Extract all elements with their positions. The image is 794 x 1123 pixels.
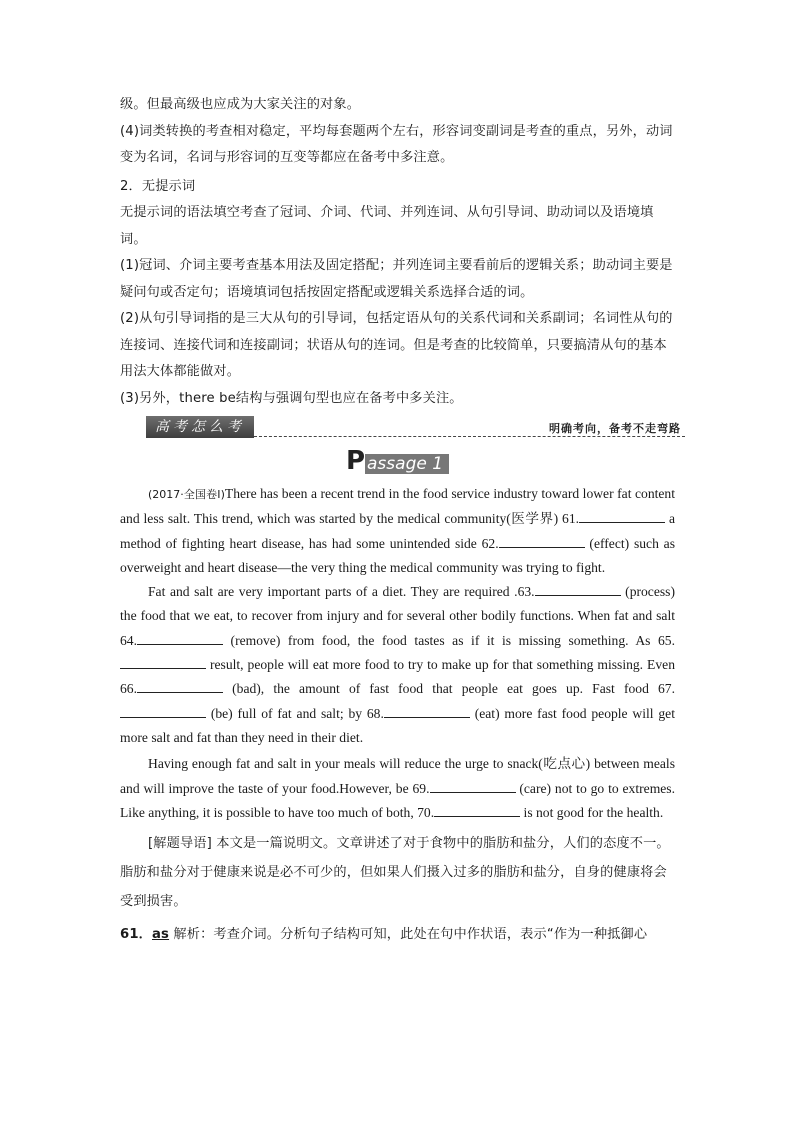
answer-explanation: 解析：考查介词。分析句子结构可知，此处在句中作状语，表示“作为一种抵御心 bbox=[173, 927, 648, 943]
source-label: (2017·全国卷Ⅰ) bbox=[148, 488, 225, 501]
blank-69[interactable] bbox=[430, 780, 516, 793]
passage-paragraph-3: Having enough fat and salt in your meals will reduce the urge to snack(吃点心) between meals and will improve the taste of your food.However, be 69. (care) not to go to extremes. Like anything, it is possible to have too much of both, 70. is not good for the health. bbox=[120, 756, 675, 820]
passage-initial: P bbox=[345, 446, 366, 476]
banner-tag: 高考怎么考 bbox=[146, 416, 254, 438]
passage-title-rest: assage 1 bbox=[365, 454, 449, 474]
blank-65[interactable] bbox=[120, 656, 206, 669]
passage-title bbox=[120, 446, 675, 478]
section-intro: 无提示词的语法填空考查了冠词、介词、代词、并列连词、从句引导词、助动词以及语境填词。 bbox=[120, 205, 654, 247]
section-item-3: (3)另外，there be结构与强调句型也应在备考中多关注。 bbox=[120, 390, 463, 406]
section-heading: 2．无提示词 bbox=[120, 178, 196, 194]
section-item-1: (1)冠词、介词主要考查基本用法及固定搭配；并列连词主要看前后的逻辑关系；助动词主要是疑问句或否定句；语境填词包括按固定搭配或逻辑关系选择合适的词。 bbox=[120, 258, 673, 300]
passage-paragraph-1: (2017·全国卷Ⅰ)There has been a recent trend in the food service industry toward lower fat content and less salt. This trend, which was started by the medical community(医学界) 61. a method of fighting heart disease, has had some unintended side 62. (effect) such as overweight and heart disease—the very thing the medical community was trying to fight. bbox=[120, 486, 675, 575]
answer-number: 61． bbox=[120, 927, 152, 943]
document-page bbox=[120, 92, 681, 949]
answer-word: as bbox=[152, 927, 170, 943]
passage-paragraph-2: Fat and salt are very important parts of a diet. They are required .63. (process) the food that we eat, to recover from injury and for several other bodily functions. When fat and salt 64. (remove) from food, the food tastes as if it is missing something. As 65. result, people will eat more food to try to make up for that something missing. Even 66. (bad), the amount of fast food that people eat goes up. Fast food 67. (be) full of fat and salt; by 68. (eat) more fast food people will get more salt and fat than they need in their diet. bbox=[120, 584, 675, 745]
guide-text: 本文是一篇说明文。文章讲述了对于食物中的脂肪和盐分，人们的态度不一。脂肪和盐分对于健康来说是必不可少的，但如果人们摄入过多的脂肪和盐分，自身的健康将会受到损害。 bbox=[120, 836, 670, 910]
blank-66[interactable] bbox=[137, 680, 223, 693]
blank-68[interactable] bbox=[384, 705, 470, 718]
blank-62[interactable] bbox=[499, 535, 585, 548]
banner-slogan: 明确考向，备考不走弯路 bbox=[549, 422, 681, 435]
blank-64[interactable] bbox=[137, 632, 223, 645]
guide-paragraph bbox=[120, 829, 675, 916]
section-item-2: (2)从句引导词指的是三大从句的引导词，包括定语从句的关系代词和关系副词；名词性从句的连接词、连接代词和连接副词；状语从句的连词。但是考查的比较简单，只要搞清从句的基本用法大体都能做对。 bbox=[120, 311, 673, 379]
answer-61 bbox=[120, 922, 675, 949]
guide-label: [解题导语] bbox=[148, 836, 212, 852]
blank-61[interactable] bbox=[579, 510, 665, 523]
intro-line-1: 级。但最高级也应成为大家关注的对象。 bbox=[120, 97, 361, 112]
blank-70[interactable] bbox=[434, 804, 520, 817]
intro-line-2: (4)词类转换的考查相对稳定，平均每套题两个左右，形容词变副词是考查的重点，另外，动词变为名词，名词与形容词的互变等都应在备考中多注意。 bbox=[120, 123, 673, 165]
blank-67[interactable] bbox=[120, 705, 206, 718]
banner-divider bbox=[254, 436, 685, 437]
exam-banner bbox=[120, 414, 681, 444]
blank-63[interactable] bbox=[535, 583, 621, 596]
